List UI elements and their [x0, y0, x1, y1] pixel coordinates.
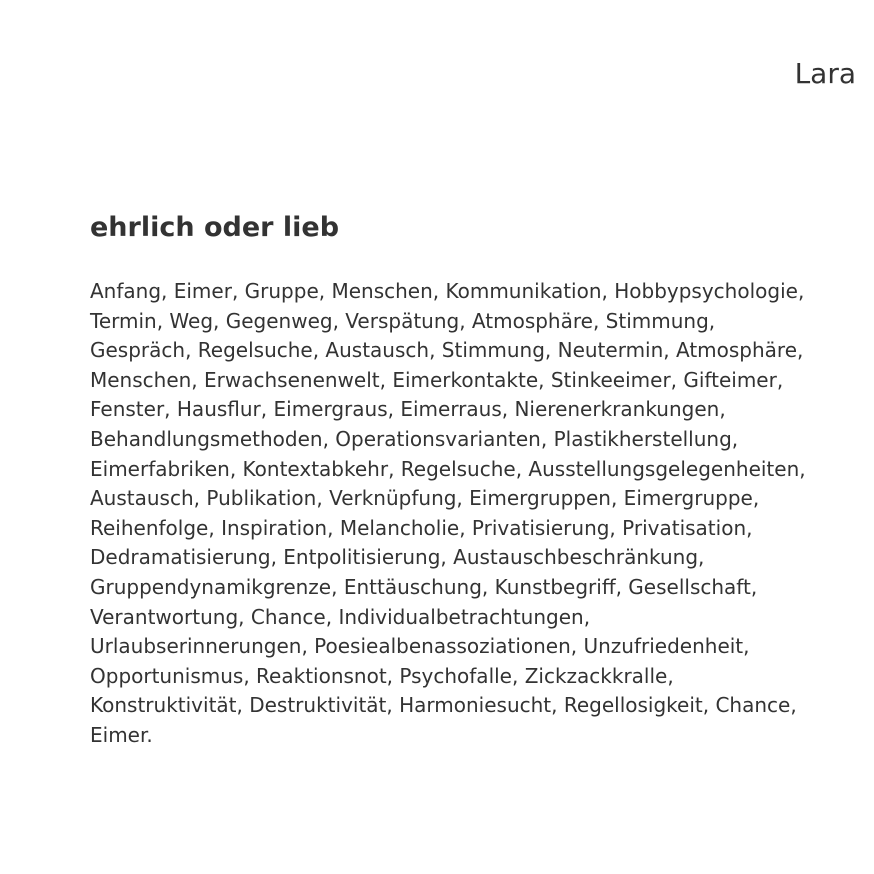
poem-line: Austausch, Publikation, Verknüpfung, Eimergruppen, Eimergruppe, [90, 486, 760, 511]
poem-line: Konstruktivität, Destruktivität, Harmoniesucht, Regellosigkeit, Chance, [90, 693, 797, 718]
poem-line: Termin, Weg, Gegenweg, Verspätung, Atmosphäre, Stimmung, [90, 308, 716, 333]
poem-line: Reihenfolge, Inspiration, Melancholie, Privatisierung, Privatisation, [90, 515, 753, 540]
poem-body [90, 277, 850, 751]
poem-line: Dedramatisierung, Entpolitisierung, Austauschbeschränkung, [90, 545, 705, 570]
poem-line: Behandlungsmethoden, Operationsvarianten, Plastikherstellung, [90, 426, 739, 451]
poem-line: Urlaubserinnerungen, Poesiealbenassoziationen, Unzufriedenheit, [90, 634, 750, 659]
poem-line: Opportunismus, Reaktionsnot, Psychofalle, Zickzackkralle, [90, 663, 674, 688]
poem-line: Menschen, Erwachsenenwelt, Eimerkontakte, Stinkeeimer, Gifteimer, [90, 367, 784, 392]
poem-title: ehrlich oder lieb [90, 212, 340, 243]
author-name: Lara [794, 57, 856, 90]
poem-line: Anfang, Eimer, Gruppe, Menschen, Kommunikation, Hobbypsychologie, [90, 279, 805, 303]
poem-line: Eimerfabriken, Kontextabkehr, Regelsuche, Ausstellungsgelegenheiten, [90, 456, 806, 481]
poem-line: Eimer. [90, 722, 153, 747]
poem-line: Verantwortung, Chance, Individualbetrachtungen, [90, 604, 591, 629]
poem-line: Fenster, Hausflur, Eimergraus, Eimerraus, Nierenerkrankungen, [90, 397, 726, 422]
poem-line: Gespräch, Regelsuche, Austausch, Stimmung, Neutermin, Atmosphäre, [90, 338, 804, 363]
poem-line: Gruppendynamikgrenze, Enttäuschung, Kunstbegriff, Gesellschaft, [90, 574, 758, 599]
